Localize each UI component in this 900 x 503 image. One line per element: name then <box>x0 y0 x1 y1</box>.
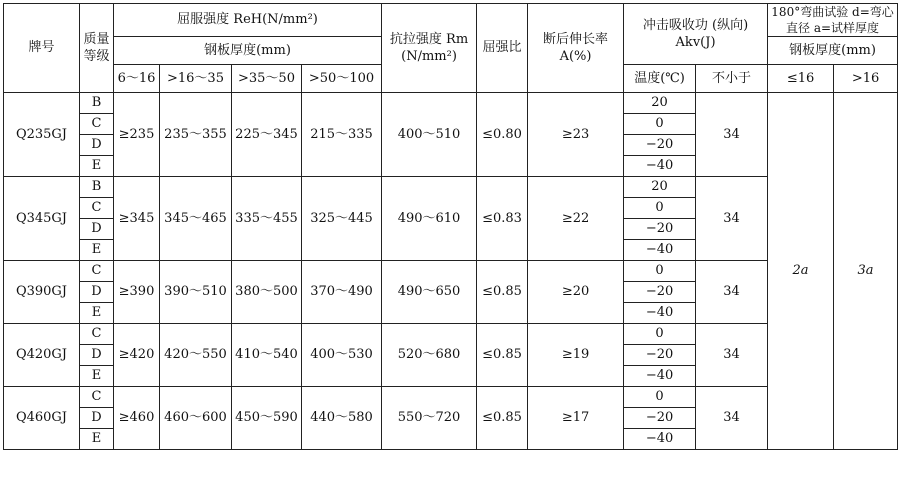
yield-16-35-cell: 390～510 <box>160 261 232 324</box>
header-bend-thickness: 钢板厚度(mm) <box>768 37 898 65</box>
yield-ratio-cell: ≤0.85 <box>477 261 528 324</box>
yield-50-100-cell: 440～580 <box>302 387 382 450</box>
header-tensile-strength: 抗拉强度 Rm (N/mm²) <box>382 4 477 93</box>
bend-le16-value: 2a <box>768 93 834 450</box>
quality-cell: C <box>80 324 114 345</box>
quality-cell: D <box>80 135 114 156</box>
header-yield-strength: 屈服强度 ReH(N/mm²) <box>114 4 382 37</box>
yield-ratio-cell: ≤0.83 <box>477 177 528 261</box>
yield-6-16-cell: ≥390 <box>114 261 160 324</box>
elongation-cell: ≥22 <box>528 177 624 261</box>
yield-50-100-cell: 215～335 <box>302 93 382 177</box>
grade-cell: Q235GJ <box>4 93 80 177</box>
table-row <box>4 261 898 282</box>
quality-cell: C <box>80 387 114 408</box>
quality-cell: B <box>80 177 114 198</box>
table-row <box>4 177 898 198</box>
quality-cell: D <box>80 219 114 240</box>
quality-cell: C <box>80 261 114 282</box>
header-temperature: 温度(℃) <box>624 65 696 93</box>
quality-cell: E <box>80 303 114 324</box>
elongation-cell: ≥23 <box>528 93 624 177</box>
header-impact-energy: 冲击吸收功 (纵向) Akv(J) <box>624 4 768 65</box>
yield-35-50-cell: 335～455 <box>232 177 302 261</box>
temperature-cell: 0 <box>624 198 696 219</box>
temperature-cell: 20 <box>624 177 696 198</box>
yield-ratio-cell: ≤0.80 <box>477 93 528 177</box>
tensile-cell: 550～720 <box>382 387 477 450</box>
yield-50-100-cell: 370～490 <box>302 261 382 324</box>
energy-cell: 34 <box>696 93 768 177</box>
yield-ratio-cell: ≤0.85 <box>477 387 528 450</box>
quality-cell: D <box>80 345 114 366</box>
energy-cell: 34 <box>696 387 768 450</box>
temperature-cell: 0 <box>624 387 696 408</box>
yield-16-35-cell: 420～550 <box>160 324 232 387</box>
temperature-cell: 0 <box>624 114 696 135</box>
header-grade: 牌号 <box>4 4 80 93</box>
yield-ratio-cell: ≤0.85 <box>477 324 528 387</box>
header-bend-gt16: >16 <box>834 65 898 93</box>
header-quality-grade: 质量等级 <box>80 4 114 93</box>
table-row <box>4 387 898 408</box>
elongation-cell: ≥19 <box>528 324 624 387</box>
grade-cell: Q420GJ <box>4 324 80 387</box>
header-yield-ratio: 屈强比 <box>477 4 528 93</box>
yield-6-16-cell: ≥235 <box>114 93 160 177</box>
tensile-cell: 400～510 <box>382 93 477 177</box>
header-thickness-35-50: >35～50 <box>232 65 302 93</box>
tensile-cell: 490～650 <box>382 261 477 324</box>
temperature-cell: 0 <box>624 324 696 345</box>
quality-cell: E <box>80 156 114 177</box>
temperature-cell: −40 <box>624 303 696 324</box>
quality-cell: C <box>80 198 114 219</box>
header-bend-le16: ≤16 <box>768 65 834 93</box>
grade-cell: Q460GJ <box>4 387 80 450</box>
elongation-cell: ≥20 <box>528 261 624 324</box>
temperature-cell: −40 <box>624 366 696 387</box>
energy-cell: 34 <box>696 324 768 387</box>
grade-cell: Q345GJ <box>4 177 80 261</box>
yield-16-35-cell: 235～355 <box>160 93 232 177</box>
quality-cell: E <box>80 429 114 450</box>
yield-50-100-cell: 325～445 <box>302 177 382 261</box>
temperature-cell: −40 <box>624 240 696 261</box>
header-not-less-than: 不小于 <box>696 65 768 93</box>
grade-cell: Q390GJ <box>4 261 80 324</box>
energy-cell: 34 <box>696 261 768 324</box>
yield-35-50-cell: 410～540 <box>232 324 302 387</box>
yield-35-50-cell: 380～500 <box>232 261 302 324</box>
header-bend-test: 180°弯曲试验 d=弯心直径 a=试样厚度 <box>768 4 898 37</box>
energy-cell: 34 <box>696 177 768 261</box>
header-thickness-6-16: 6～16 <box>114 65 160 93</box>
tensile-cell: 520～680 <box>382 324 477 387</box>
quality-cell: C <box>80 114 114 135</box>
temperature-cell: −20 <box>624 345 696 366</box>
temperature-cell: 20 <box>624 93 696 114</box>
header-thickness-50-100: >50～100 <box>302 65 382 93</box>
temperature-cell: −20 <box>624 135 696 156</box>
yield-6-16-cell: ≥420 <box>114 324 160 387</box>
quality-cell: E <box>80 366 114 387</box>
quality-cell: D <box>80 408 114 429</box>
temperature-cell: 0 <box>624 261 696 282</box>
yield-50-100-cell: 400～530 <box>302 324 382 387</box>
temperature-cell: −20 <box>624 408 696 429</box>
yield-6-16-cell: ≥345 <box>114 177 160 261</box>
quality-cell: D <box>80 282 114 303</box>
temperature-cell: −20 <box>624 282 696 303</box>
steel-properties-table <box>3 3 898 450</box>
yield-16-35-cell: 345～465 <box>160 177 232 261</box>
header-thickness-16-35: >16～35 <box>160 65 232 93</box>
quality-cell: B <box>80 93 114 114</box>
header-elongation: 断后伸长率 A(%) <box>528 4 624 93</box>
temperature-cell: −40 <box>624 429 696 450</box>
table-row <box>4 93 898 114</box>
yield-35-50-cell: 450～590 <box>232 387 302 450</box>
yield-35-50-cell: 225～345 <box>232 93 302 177</box>
temperature-cell: −20 <box>624 219 696 240</box>
tensile-cell: 490～610 <box>382 177 477 261</box>
elongation-cell: ≥17 <box>528 387 624 450</box>
yield-16-35-cell: 460～600 <box>160 387 232 450</box>
temperature-cell: −40 <box>624 156 696 177</box>
bend-gt16-value: 3a <box>834 93 898 450</box>
quality-cell: E <box>80 240 114 261</box>
yield-6-16-cell: ≥460 <box>114 387 160 450</box>
header-plate-thickness: 钢板厚度(mm) <box>114 37 382 65</box>
table-row <box>4 324 898 345</box>
